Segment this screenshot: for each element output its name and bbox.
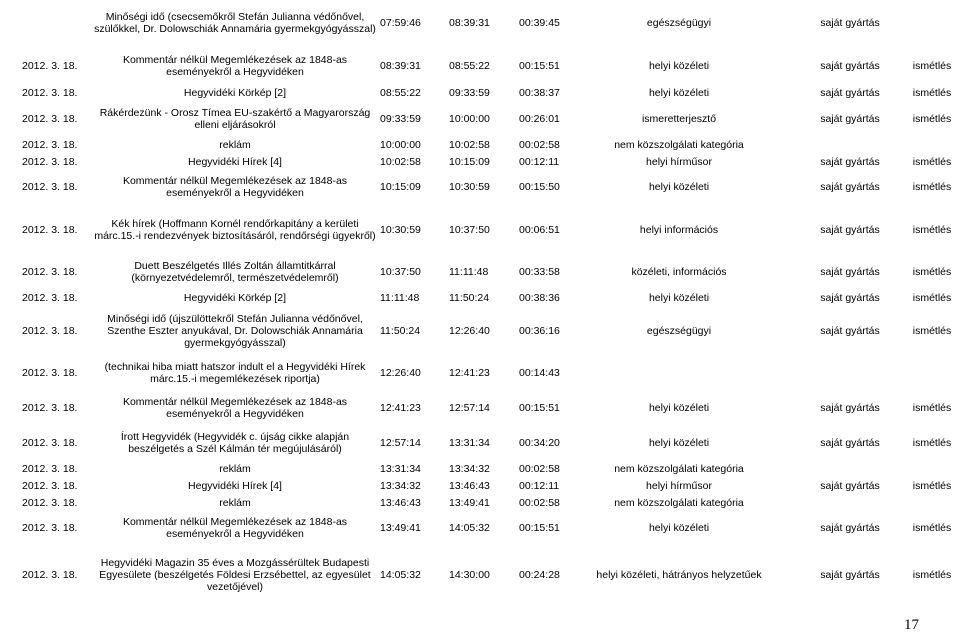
category-cell: közéleti, információs (631, 266, 727, 278)
duration-cell: 00:33:58 (519, 266, 560, 278)
category-cell: helyi információs (639, 224, 719, 236)
category-cell: helyi hírműsor (646, 480, 712, 492)
date-cell: 2012. 3. 18. (22, 113, 78, 125)
repeat-cell (910, 461, 954, 477)
table-row (0, 495, 960, 511)
title-cell: reklám (219, 139, 251, 151)
duration-cell: 00:36:16 (519, 325, 560, 337)
end-time-cell: 14:30:00 (449, 569, 490, 581)
date-cell: 2012. 3. 18. (22, 522, 78, 534)
start-time-cell: 12:26:40 (380, 367, 421, 379)
title-cell: Kommentár nélkül Megemlékezések az 1848-as eseményekről a Hegyvidéken (122, 396, 348, 420)
end-time-cell: 08:55:22 (449, 60, 490, 72)
title-cell: Írott Hegyvidék (Hegyvidék c. újság cikke alapján beszélgetés a Szél Kálmán tér megújulásáról) (120, 431, 350, 455)
category-cell: helyi közéleti (648, 87, 710, 99)
page-number: 17 (904, 617, 919, 633)
table-row (0, 154, 960, 170)
category-cell: helyi hírműsor (646, 156, 712, 168)
table-row (0, 0, 960, 46)
category-cell: egészségügyi (646, 17, 712, 29)
category-cell: nem közszolgálati kategória (614, 139, 744, 151)
production-cell: saját gyártás (820, 402, 880, 414)
end-time-cell: 10:00:00 (449, 113, 490, 125)
title-cell: Hegyvidéki Magazin 35 éves a Mozgássérültek Budapesti Egyesülete (beszélgetés Földesi Erzsébettel, az egyesület vezetőjével) (99, 557, 371, 593)
production-cell (795, 461, 905, 477)
production-cell: saját gyártás (820, 224, 880, 236)
title-cell: reklám (219, 463, 251, 475)
date-cell: 2012. 3. 18. (22, 402, 78, 414)
category-cell: egészségügyi (646, 325, 712, 337)
table-row (0, 392, 960, 424)
production-cell: saját gyártás (820, 437, 880, 449)
start-time-cell: 09:33:59 (380, 113, 421, 125)
title-cell: (technikai hiba miatt hatszor indult el a Hegyvidéki Hírek márc.15.-i megemlékezések riportja) (104, 361, 366, 385)
date-cell: 2012. 3. 18. (22, 266, 78, 278)
repeat-cell: ismétlés (912, 480, 952, 492)
start-time-cell: 11:11:48 (380, 292, 420, 304)
end-time-cell: 14:05:32 (449, 522, 490, 534)
title-cell: Kommentár nélkül Megemlékezések az 1848-as eseményekről a Hegyvidéken (122, 516, 348, 540)
repeat-cell: ismétlés (912, 87, 952, 99)
table-row (0, 512, 960, 544)
end-time-cell: 12:26:40 (449, 325, 490, 337)
production-cell: saját gyártás (820, 156, 880, 168)
category-cell: nem közszolgálati kategória (614, 497, 744, 509)
duration-cell: 00:15:51 (519, 522, 560, 534)
production-cell (795, 495, 905, 511)
end-time-cell: 08:39:31 (449, 17, 490, 29)
date-cell: 2012. 3. 18. (22, 156, 78, 168)
duration-cell: 00:38:37 (519, 87, 560, 99)
production-cell: saját gyártás (820, 87, 880, 99)
title-cell: Minőségi idő (újszülöttekről Stefán Julianna védőnővel, Szenthe Eszter anyukával, Dr. Dolowschiák Annamária gyermekgyógyásszal) (107, 313, 363, 349)
start-time-cell: 10:37:50 (380, 266, 421, 278)
end-time-cell: 13:31:34 (449, 437, 490, 449)
production-cell: saját gyártás (820, 569, 880, 581)
production-cell: saját gyártás (820, 325, 880, 337)
production-cell: saját gyártás (820, 480, 880, 492)
duration-cell: 00:15:50 (519, 181, 560, 193)
table-row (0, 478, 960, 494)
start-time-cell: 12:57:14 (380, 437, 421, 449)
category-cell (584, 357, 774, 389)
start-time-cell: 10:00:00 (380, 139, 421, 151)
duration-cell: 00:39:45 (519, 17, 560, 29)
title-cell: Hegyvidéki Hírek [4] (188, 480, 282, 492)
end-time-cell: 12:41:23 (449, 367, 490, 379)
category-cell: ismeretterjesztő (641, 113, 717, 125)
table-row (0, 171, 960, 203)
start-time-cell: 08:39:31 (380, 60, 421, 72)
title-cell: Hegyvidéki Körkép [2] (183, 292, 287, 304)
date-cell: 2012. 3. 18. (22, 325, 78, 337)
date-cell: 2012. 3. 18. (22, 480, 78, 492)
duration-cell: 00:14:43 (519, 367, 560, 379)
table-row (0, 137, 960, 153)
title-cell: reklám (219, 497, 251, 509)
date-cell: 2012. 3. 18. (22, 139, 78, 151)
title-cell: Hegyvidéki Körkép [2] (183, 87, 287, 99)
duration-cell: 00:12:11 (519, 156, 560, 168)
production-cell (795, 357, 905, 389)
table-row (0, 256, 960, 288)
repeat-cell: ismétlés (912, 325, 952, 337)
duration-cell: 00:24:28 (519, 569, 560, 581)
duration-cell: 00:34:20 (519, 437, 560, 449)
repeat-cell (910, 495, 954, 511)
date-cell: 2012. 3. 18. (22, 367, 78, 379)
end-time-cell: 11:11:48 (449, 266, 489, 278)
date-cell: 2012. 3. 18. (22, 569, 78, 581)
start-time-cell: 07:59:46 (380, 17, 421, 29)
title-cell: Hegyvidéki Hírek [4] (188, 156, 282, 168)
end-time-cell: 10:15:09 (449, 156, 490, 168)
start-time-cell: 13:31:34 (380, 463, 421, 475)
category-cell: helyi közéleti (648, 402, 710, 414)
production-cell: saját gyártás (820, 113, 880, 125)
end-time-cell: 10:37:50 (449, 224, 490, 236)
start-time-cell: 11:50:24 (380, 325, 421, 337)
end-time-cell: 10:30:59 (449, 181, 490, 193)
table-row (0, 547, 960, 603)
date-cell: 2012. 3. 18. (22, 224, 78, 236)
category-cell: helyi közéleti (648, 181, 710, 193)
duration-cell: 00:12:11 (519, 480, 560, 492)
repeat-cell: ismétlés (912, 402, 952, 414)
title-cell: Duett Beszélgetés Illés Zoltán államtitkárral (környezetvédelemről, természetvédelemről) (131, 260, 339, 284)
category-cell: helyi közéleti (648, 292, 710, 304)
repeat-cell: ismétlés (912, 156, 952, 168)
category-cell: helyi közéleti (648, 522, 710, 534)
title-cell: Minőségi idő (csecsemőkről Stefán Julianna védőnővel, szülőkkel, Dr. Dolowschiák Annamária gyermekgyógyásszal) (94, 11, 376, 35)
table-row (0, 205, 960, 255)
table-row (0, 427, 960, 459)
end-time-cell: 13:49:41 (449, 497, 490, 509)
start-time-cell: 12:41:23 (380, 402, 421, 414)
repeat-cell: ismétlés (912, 181, 952, 193)
production-cell: saját gyártás (820, 60, 880, 72)
production-cell (795, 137, 905, 153)
duration-cell: 00:15:51 (519, 402, 560, 414)
repeat-cell: ismétlés (912, 60, 952, 72)
table-row (0, 308, 960, 354)
table-row (0, 290, 960, 306)
date-cell: 2012. 3. 18. (22, 292, 78, 304)
duration-cell: 00:26:01 (519, 113, 560, 125)
category-cell: helyi közéleti (648, 437, 710, 449)
end-time-cell: 13:34:32 (449, 463, 490, 475)
repeat-cell: ismétlés (912, 569, 952, 581)
duration-cell: 00:06:51 (519, 224, 560, 236)
table-row (0, 357, 960, 389)
start-time-cell: 14:05:32 (380, 569, 421, 581)
start-time-cell: 13:46:43 (380, 497, 421, 509)
start-time-cell: 10:30:59 (380, 224, 421, 236)
repeat-cell (910, 0, 954, 46)
duration-cell: 00:15:51 (519, 60, 560, 72)
repeat-cell: ismétlés (912, 522, 952, 534)
duration-cell: 00:02:58 (519, 497, 560, 509)
date-cell: 2012. 3. 18. (22, 87, 78, 99)
duration-cell: 00:02:58 (519, 139, 560, 151)
date-cell: 2012. 3. 18. (22, 463, 78, 475)
repeat-cell: ismétlés (912, 113, 952, 125)
end-time-cell: 10:02:58 (449, 139, 490, 151)
production-cell: saját gyártás (820, 181, 880, 193)
end-time-cell: 13:46:43 (449, 480, 490, 492)
title-cell: Kommentár nélkül Megemlékezések az 1848-as eseményekről a Hegyvidéken (122, 175, 348, 199)
end-time-cell: 12:57:14 (449, 402, 490, 414)
category-cell: helyi közéleti (648, 60, 710, 72)
title-cell: Kék hírek (Hoffmann Kornél rendőrkapitány a kerületi márc.15.-i rendezvények biztosításáról, rendőrségi ügyekről) (94, 218, 376, 242)
end-time-cell: 11:50:24 (449, 292, 490, 304)
title-cell: Kommentár nélkül Megemlékezések az 1848-as eseményekről a Hegyvidéken (122, 54, 348, 78)
production-cell: saját gyártás (820, 266, 880, 278)
date-cell: 2012. 3. 18. (22, 60, 78, 72)
start-time-cell: 10:15:09 (380, 181, 421, 193)
date-cell: 2012. 3. 18. (22, 181, 78, 193)
repeat-cell: ismétlés (912, 292, 952, 304)
duration-cell: 00:02:58 (519, 463, 560, 475)
production-cell: saját gyártás (820, 292, 880, 304)
production-cell: saját gyártás (820, 17, 880, 29)
table-row (0, 50, 960, 82)
date-cell: 2012. 3. 18. (22, 497, 78, 509)
table-row (0, 103, 960, 135)
date-cell: 2012. 3. 18. (22, 437, 78, 449)
category-cell: nem közszolgálati kategória (614, 463, 744, 475)
repeat-cell: ismétlés (912, 224, 952, 236)
start-time-cell: 10:02:58 (380, 156, 421, 168)
start-time-cell: 13:34:32 (380, 480, 421, 492)
duration-cell: 00:38:36 (519, 292, 560, 304)
end-time-cell: 09:33:59 (449, 87, 490, 99)
repeat-cell: ismétlés (912, 437, 952, 449)
start-time-cell: 08:55:22 (380, 87, 421, 99)
production-cell: saját gyártás (820, 522, 880, 534)
title-cell: Rákérdezünk - Orosz Tímea EU-szakértő a Magyarország elleni eljárásokról (99, 107, 371, 131)
table-row (0, 85, 960, 101)
repeat-cell (910, 137, 954, 153)
category-cell: helyi közéleti, hátrányos helyzetűek (596, 569, 762, 581)
repeat-cell: ismétlés (912, 266, 952, 278)
table-row (0, 461, 960, 477)
start-time-cell: 13:49:41 (380, 522, 421, 534)
repeat-cell (910, 357, 954, 389)
